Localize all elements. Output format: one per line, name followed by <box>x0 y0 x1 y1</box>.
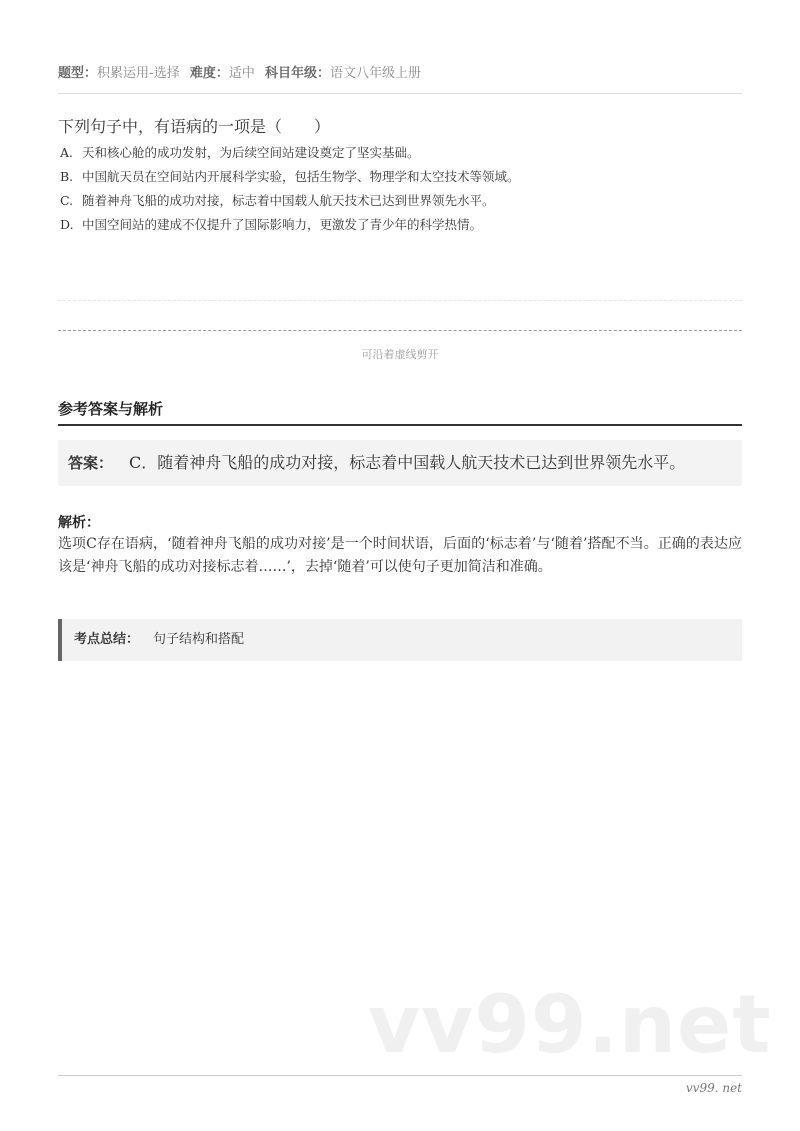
option-letter: B. <box>60 169 74 184</box>
option-b <box>60 167 520 185</box>
option-text: 随着神舟飞船的成功对接，标志着中国载人航天技术已达到世界领先水平。 <box>82 193 495 208</box>
summary-text: 句子结构和搭配 <box>153 632 245 647</box>
summary-label: 考点总结： <box>74 632 140 647</box>
answer-label: 答案： <box>68 454 114 472</box>
answer-text: C．随着神舟飞船的成功对接，标志着中国载人航天技术已达到世界领先水平。 <box>129 453 686 472</box>
grade-value: 语文八年级上册 <box>330 66 422 81</box>
option-d <box>60 215 482 233</box>
meta-divider <box>58 93 742 94</box>
option-letter: D. <box>60 217 74 232</box>
footer-divider <box>58 1075 742 1076</box>
section-divider <box>58 424 742 426</box>
answer-box <box>58 440 742 486</box>
difficulty-value: 适中 <box>228 66 255 81</box>
option-text: 中国空间站的建成不仅提升了国际影响力，更激发了青少年的科学热情。 <box>82 217 483 232</box>
difficulty-label: 难度： <box>189 66 229 81</box>
grade-label: 科目年级： <box>265 66 331 81</box>
analysis-text: 选项C存在语病，‘随着神舟飞船的成功对接’是一个时间状语，后面的‘标志着’与‘随着’搭配不当。正确的表达应该是‘神舟飞船的成功对接标志着……’，去掉‘随着’可以使句子更加简洁和准确。 <box>58 536 742 575</box>
question-meta-bar <box>58 62 742 81</box>
option-letter: A. <box>60 145 74 160</box>
watermark: vv99.net <box>368 978 772 1071</box>
option-c <box>60 191 495 209</box>
analysis-label: 解析： <box>58 515 100 531</box>
footer-site: vv99. net <box>685 1081 742 1095</box>
answer-area-divider <box>58 300 742 301</box>
cut-line <box>58 330 742 331</box>
option-text: 天和核心舱的成功发射，为后续空间站建设奠定了坚实基础。 <box>82 145 420 160</box>
question-stem: 下列句子中，有语病的一项是（ ） <box>58 117 331 136</box>
option-letter: C. <box>60 193 74 208</box>
summary-box <box>58 619 742 661</box>
type-label: 题型： <box>58 66 98 81</box>
cut-hint: 可沿着虚线剪开 <box>361 348 439 361</box>
option-text: 中国航天员在空间站内开展科学实验，包括生物学、物理学和太空技术等领域。 <box>82 169 520 184</box>
answer-section-title: 参考答案与解析 <box>58 400 164 418</box>
type-value: 积累运用-选择 <box>97 66 180 81</box>
option-a <box>60 143 420 161</box>
